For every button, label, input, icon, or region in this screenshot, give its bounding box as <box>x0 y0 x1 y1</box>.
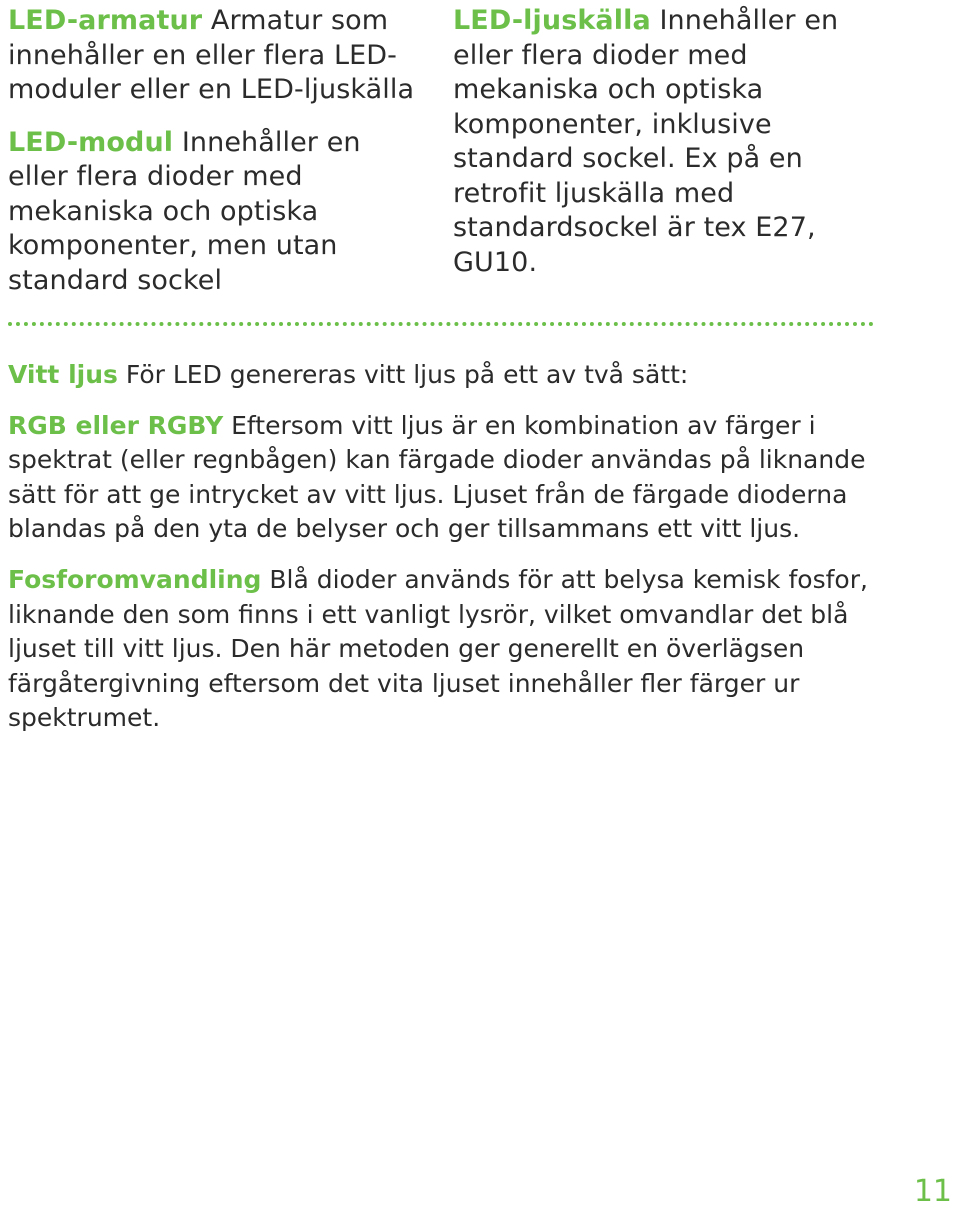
vitt-ljus-text: För LED genereras vitt ljus på ett av två sätt: <box>117 360 689 389</box>
rgb-text: Eftersom vitt ljus är en kombination av färger i spektrat (eller regnbågen) kan färgade dioder användas på liknande sätt för att ge intrycket av vitt ljus. Ljuset från de färgade dioderna blandas på den yta de belyser och ger tillsammans ett vitt ljus. <box>8 410 866 544</box>
page-number: 11 <box>913 1174 952 1209</box>
fosfor-text: Blå dioder används för att belysa kemisk fosfor, liknande den som finns i ett vanligt lysrör, vilket omvandlar det blå ljuset till vitt ljus. Den här metoden ger generellt en överlägsen färgåtergivning eftersom det vita ljuset innehåller fler färger ur spektrumet. <box>8 564 868 733</box>
term-vitt-ljus: Vitt ljus <box>8 360 118 389</box>
definition-text-led-armatur: Armatur som innehåller en eller flera LED-moduler eller en LED-ljuskälla <box>8 5 415 105</box>
term-led-modul: LED-modul <box>8 126 174 158</box>
term-led-ljuskalla: LED-ljuskälla <box>453 5 651 36</box>
definition-text-led-ljuskalla: Innehåller en eller flera dioder med mekaniska och optiska komponenter, inklusive standard sockel. Ex på en retrofit ljuskälla med standardsockel är tex E27, GU10. <box>453 5 839 278</box>
right-definitions-column <box>453 4 873 280</box>
definition-led-ljuskalla <box>453 4 873 280</box>
definition-led-armatur <box>8 4 428 108</box>
left-definitions-column <box>8 4 428 298</box>
term-led-armatur: LED-armatur <box>8 5 203 36</box>
definition-led-modul <box>8 126 428 299</box>
dotted-divider <box>8 322 874 326</box>
definition-text-led-modul: Innehåller en eller flera dioder med mekaniska och optiska komponenter, men utan standard sockel <box>8 126 361 296</box>
rgb-paragraph <box>8 409 898 547</box>
term-rgb: RGB eller RGBY <box>8 410 224 440</box>
fosfor-paragraph <box>8 563 898 736</box>
white-light-section <box>8 358 898 736</box>
term-fosforomvandling: Fosforomvandling <box>8 564 262 594</box>
vitt-ljus-paragraph <box>8 358 898 393</box>
